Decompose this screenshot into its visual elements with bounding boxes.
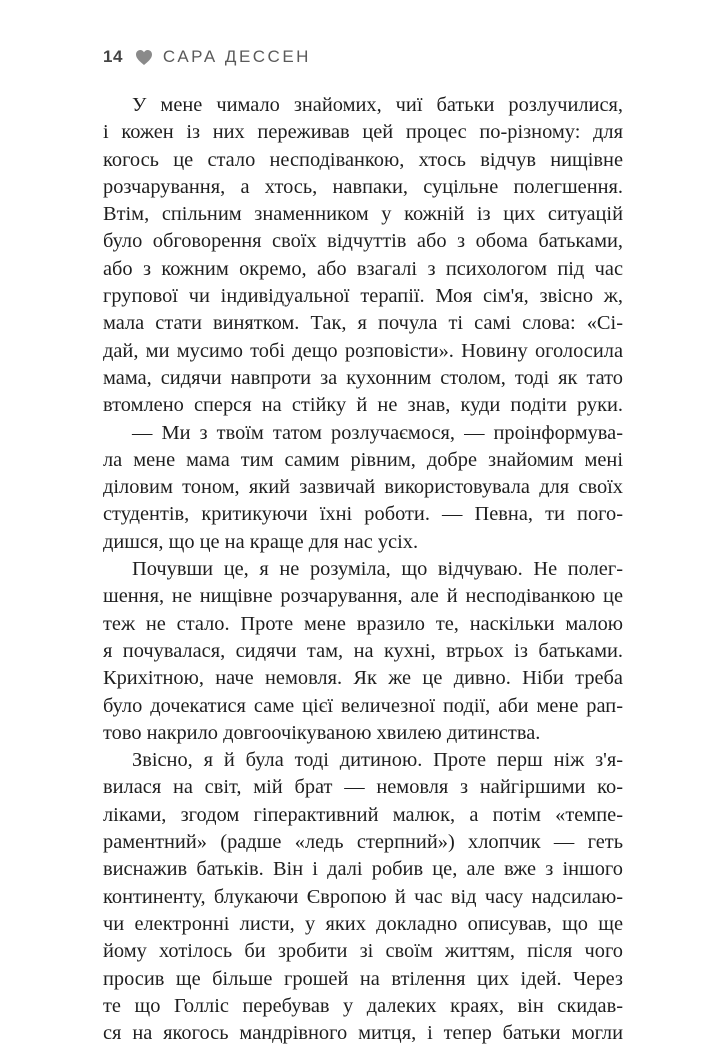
text-line: ліками, згодом гіперактивний малюк, а потім «темпе- [103,803,623,826]
text-line: континенту, блукаючи Європою й час від часу надсилаю- [103,885,623,908]
text-line: просив ще більше грошей на втілення цих ідей. Через [103,967,623,990]
text-line: ла мене мама тим самим рівним, добре знайомим мені [103,448,623,471]
text-line: було обговорення своїх відчуттів або з обома батьками, [103,230,623,253]
heart-icon [135,49,153,66]
text-line: когось це стало несподіванкою, хтось відчув нищівне [103,148,623,171]
text-line: я почувалася, сидячи там, на кухні, втрьох із батьками. [103,639,623,662]
text-line: мала стати винятком. Так, я почула ті самі слова: «Сі- [103,312,623,335]
text-line: чи електронні листи, у яких докладно описував, що ще [103,912,623,935]
text-line: або з кожним окремо, або взагалі з психологом під час [103,257,623,280]
page-number: 14 [103,47,123,66]
text-line: вилася на світ, мій брат — немовля з найгіршими ко- [103,776,623,799]
text-line: дишся, що це на краще для нас усіх. [103,530,419,553]
text-line: і кожен із них переживав цей процес по-різному: для [103,121,623,144]
author-name: САРА ДЕССЕН [162,47,311,66]
text-line: було дочекатися саме цієї величезної події, аби мене рап- [103,694,623,717]
text-line: шення, не нищівне розчарування, але й несподіванкою це [103,585,623,608]
text-line: У мене чимало знайомих, чиї батьки розлучилися, [132,94,623,116]
text-line: виснажив батьків. Він і далі робив це, але вже з іншого [103,858,623,881]
text-line: студентів, критикуючи їхні роботи. — Певна, ти пого- [103,503,623,526]
text-line: — Ми з твоїм татом розлучаємося, — проінформува- [132,421,623,444]
text-line: раментний» (радше «ледь стерпний») хлопчик — геть [103,831,623,854]
text-line: мама, сидячи навпроти за кухонним столом, тоді як тато [103,366,623,389]
text-line: тово накрило довгоочікуваною хвилею дитинства. [103,721,541,744]
text-line: розчарування, а хтось, навпаки, суцільне полегшення. [103,175,623,198]
text-line: Звісно, я й була тоді дитиною. Проте перш ніж з'я- [132,749,623,772]
text-line: Почувши це, я не розуміла, що відчуваю. Не полег- [132,558,623,581]
body-text [103,92,623,1047]
text-line: Втім, спільним знаменником у кожній із цих ситуацій [103,203,623,226]
text-line: діловим тоном, який зазвичай використовувала для своїх [103,476,623,499]
text-line: дай, ми мусимо тобі дещо розповісти». Новину оголосила [103,339,623,362]
text-line: те що Голліс перебував у далеких краях, він скидав- [103,994,623,1017]
text-line: теж не стало. Проте мене вразило те, наскільки малою [103,612,623,635]
text-line: йому хотілось би зробити зі своїм життям, після чого [103,940,623,963]
text-line: Крихітною, наче немовля. Як же це дивно. Ніби треба [103,667,623,690]
text-line: втомлено сперся на стійку й не знав, куди подіти руки. [103,394,623,417]
text-line: групової чи індивідуальної терапії. Моя сім'я, звісно ж, [103,285,623,308]
text-line: ся на якогось мандрівного митця, і тепер батьки могли [103,1022,623,1045]
running-header [103,42,311,72]
